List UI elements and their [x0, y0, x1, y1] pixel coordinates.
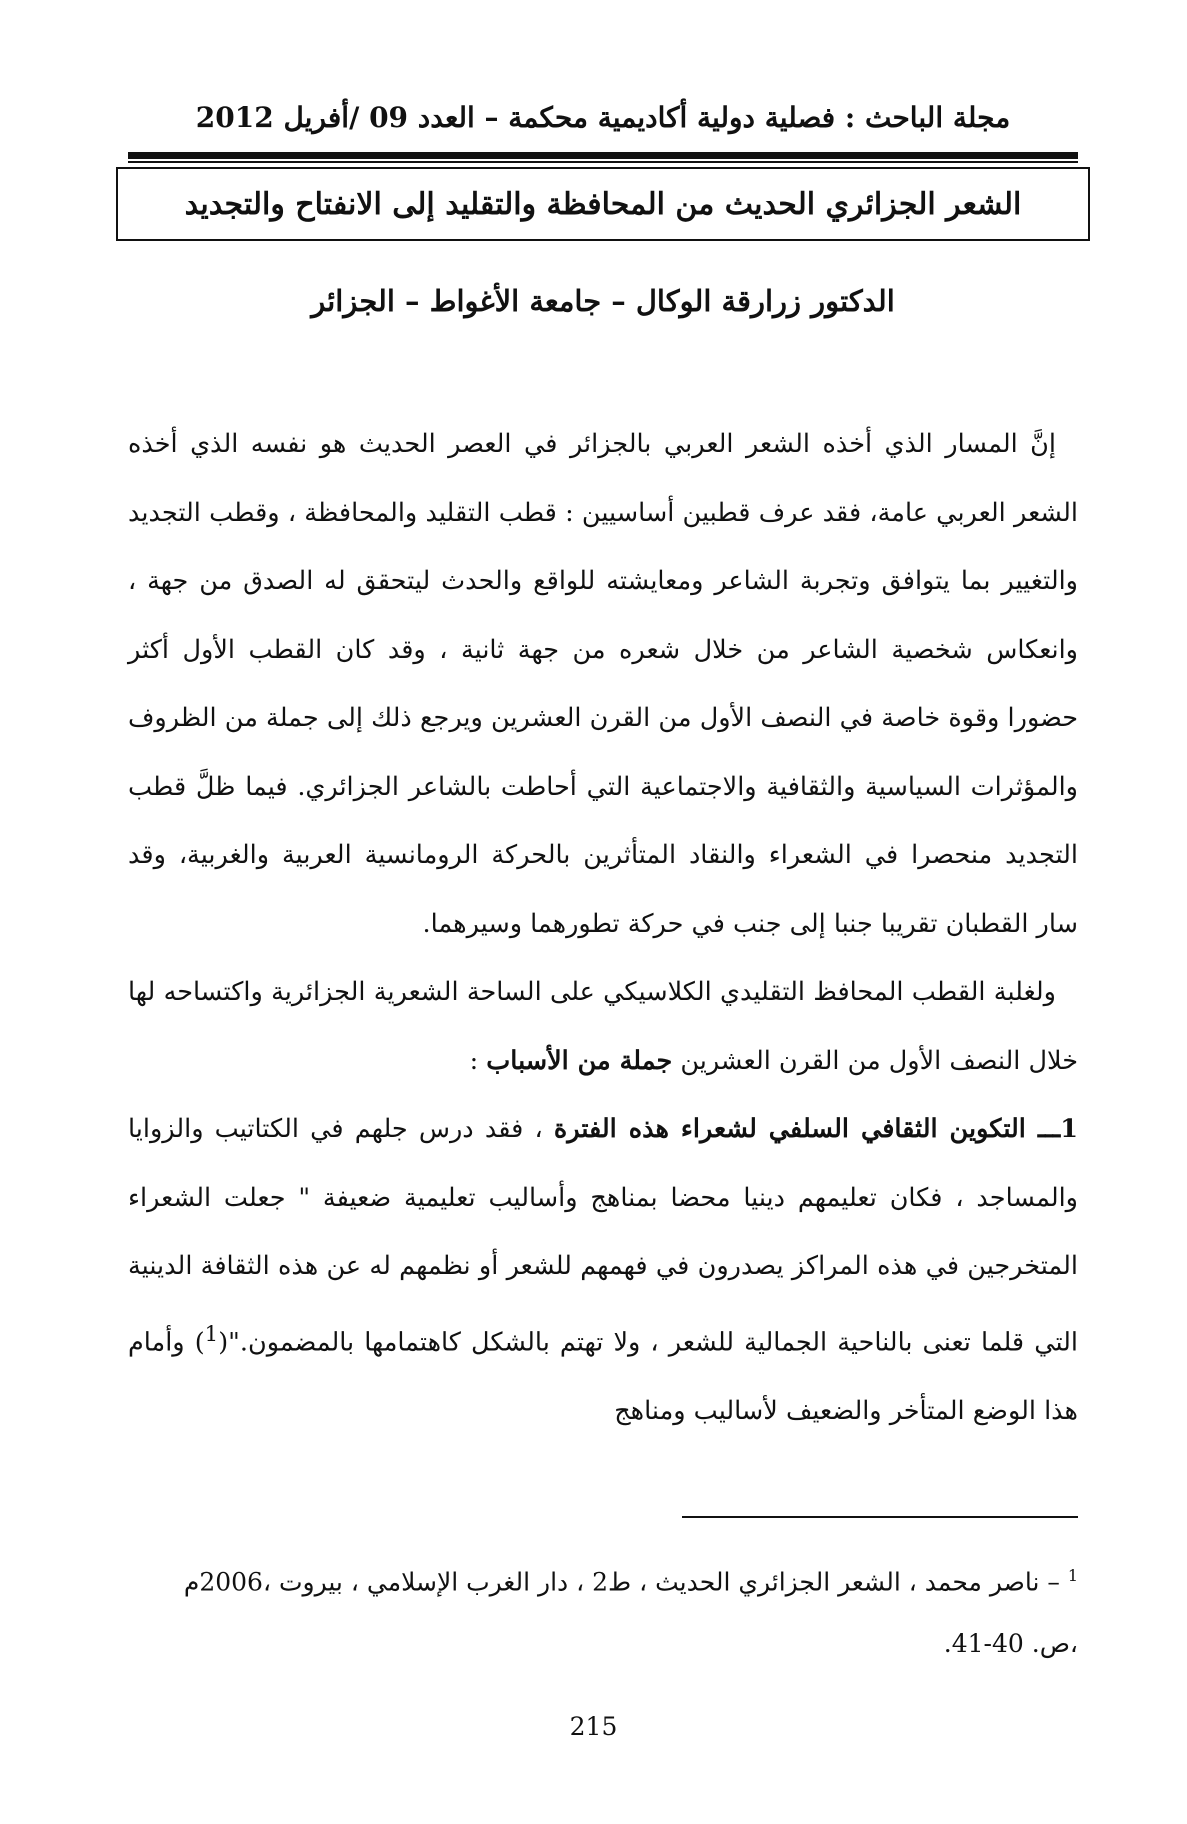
paragraph-1: إنَّ المسار الذي أخذه الشعر العربي بالجزائر في العصر الحديث هو نفسه الذي أخذه الشعر العربي عامة، فقد عرف قطبين أساسيين : قطب التقليد والمحافظة ، وقطب التجديد والتغيير بما يتوافق وتجربة الشاعر ومعايشته للواقع والحدث ليتحقق له الصدق من جهة ، وانعكاس شخصية الشاعر من خلال شعره من جهة ثانية ، وقد كان القطب الأول أكثر حضورا وقوة خاصة في النصف الأول من القرن العشرين ويرجع ذلك إلى جملة من الظروف والمؤثرات السياسية والثقافية والاجتماعية التي أحاطت بالشاعر الجزائري. فيما ظلَّ قطب التجديد منحصرا في الشعراء والنقاد المتأثرين بالحركة الرومانسية العربية والغربية، وقد سار القطبان تقريبا جنبا إلى جنب في حركة تطورهما وسيرهما. — [128, 429, 1078, 939]
footnote — [128, 1545, 1078, 1675]
article-title: الشعر الجزائري الحديث من المحافظة والتقليد إلى الانفتاح والتجديد — [184, 186, 1022, 222]
footnote-reference: 1 — [204, 1321, 219, 1347]
paragraph-2 — [128, 958, 1078, 1095]
footnote-text-1: – ناصر محمد ، الشعر الجزائري الحديث ، ط2 ، دار الغرب الإسلامي ، بيروت ،2006م — [183, 1567, 1068, 1597]
point-1-tail: ) وأمام هذا الوضع المتأخر والضعيف لأساليب ومناهج — [128, 1327, 1078, 1426]
article-body — [128, 410, 1078, 1445]
footnote-number: 1 — [1067, 1566, 1078, 1585]
point-1 — [128, 1095, 1078, 1445]
header-rule-thick — [128, 152, 1078, 159]
footnote-rule — [682, 1516, 1078, 1518]
point-1-heading: 1ـــ التكوين الثقافي السلفي لشعراء هذه الفترة — [553, 1114, 1078, 1144]
header-rule-thin — [128, 161, 1078, 163]
footnote-line-1 — [128, 1545, 1078, 1613]
footnote-line-2: ،ص. 40-41. — [943, 1629, 1078, 1659]
article-title-box — [116, 167, 1090, 241]
paragraph-2-end: : — [469, 1045, 487, 1076]
paragraph-2-text: ولغلبة القطب المحافظ التقليدي الكلاسيكي على الساحة الشعرية الجزائرية واكتساحه لها خلال النصف الأول من القرن العشرين — [128, 977, 1078, 1076]
point-1-text: ، فقد درس جلهم في الكتاتيب والزوايا والمساجد ، فكان تعليمهم دينيا محضا بمناهج وأساليب تعليمية ضعيفة " جعلت الشعراء المتخرجين في هذه المراكز يصدرون في فهمهم للشعر أو نظمهم له عن هذه الثقافة الدينية التي قلما تعنى بالناحية الجمالية للشعر ، ولا تهتم بالشكل كاهتمامها بالمضمون."( — [128, 1114, 1078, 1357]
author-line: الدكتور زرارقة الوكال – جامعة الأغواط – الجزائر — [311, 284, 895, 318]
journal-header: مجلة الباحث : فصلية دولية أكاديمية محكمة – العدد 09 /أفريل 2012 — [195, 101, 1011, 134]
page-number: 215 — [569, 1712, 618, 1741]
paragraph-2-emphasis: جملة من الأسباب — [486, 1045, 673, 1076]
